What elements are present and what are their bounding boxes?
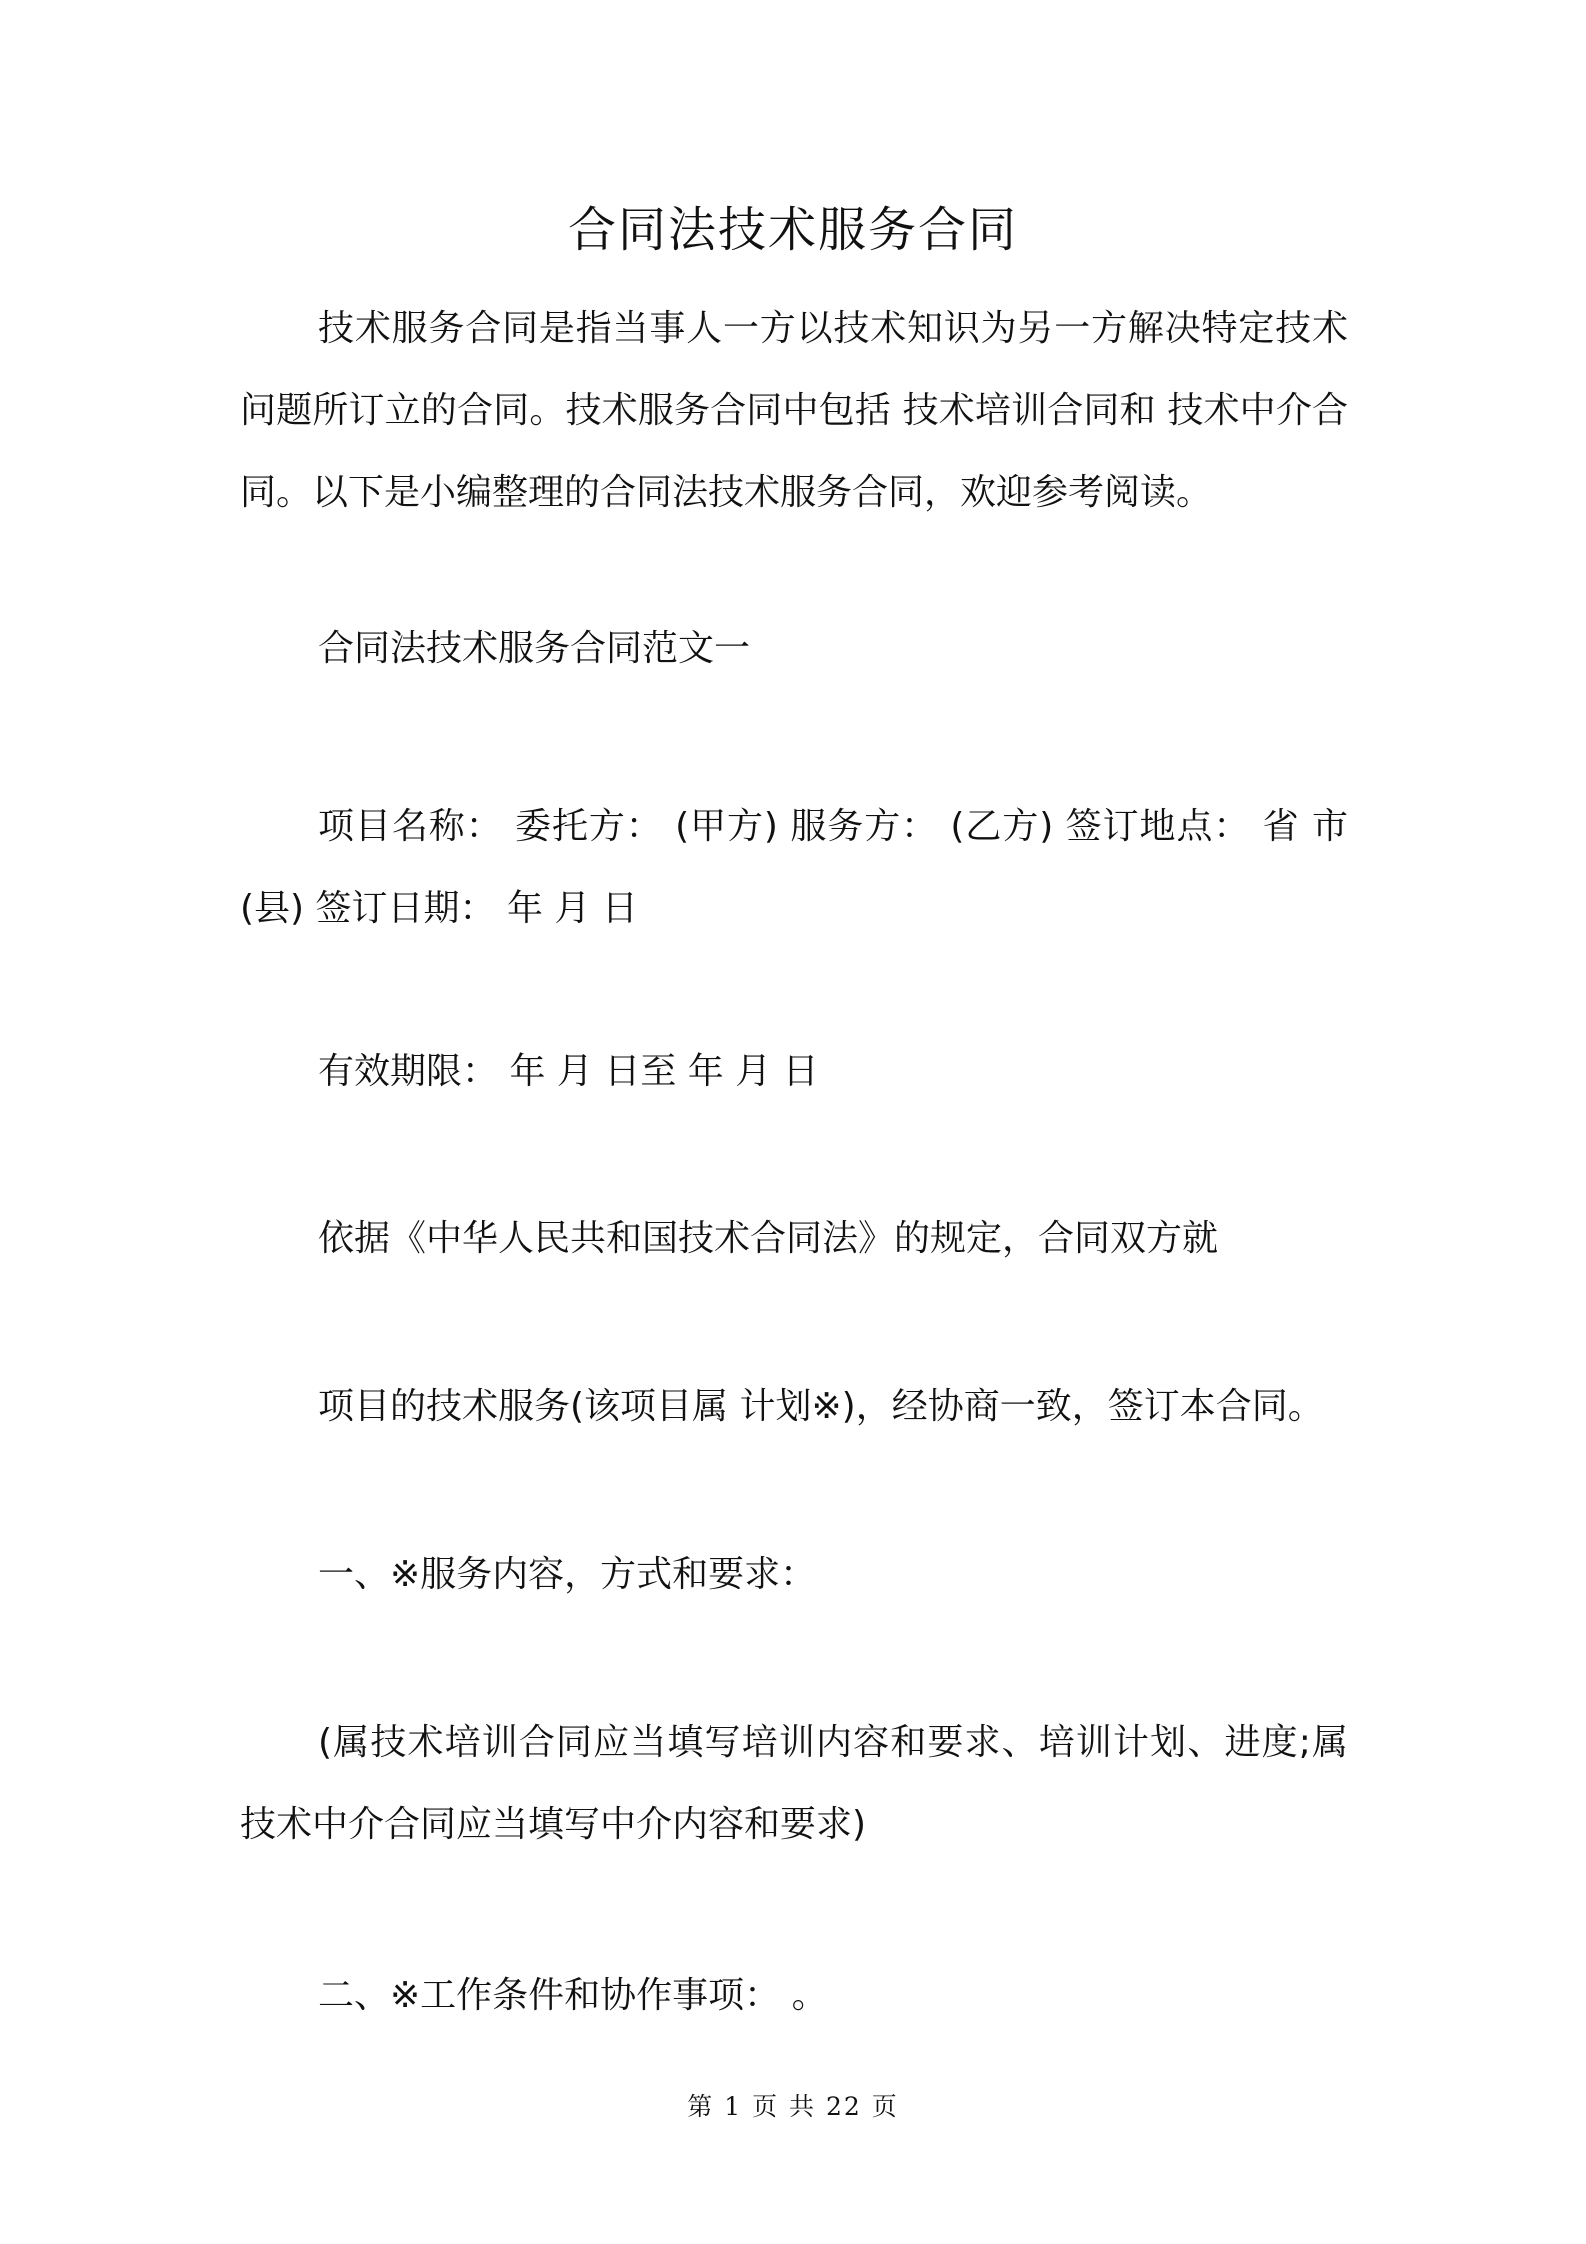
section-one-note: (属技术培训合同应当填写培训内容和要求、培训计划、进度;属技术中介合同应当填写中介内容和要求): [240, 1722, 1348, 1845]
basis-paragraph: 依据《中华人民共和国技术合同法》的规定，合同双方就: [318, 1218, 1219, 1259]
document-title: 合同法技术服务合同: [567, 202, 1018, 258]
page-footer: 第 1 页 共 22 页: [687, 2092, 899, 2121]
validity-paragraph: 有效期限： 年 月 日至 年 月 日: [318, 1051, 819, 1092]
section-two-heading: 二、※工作条件和协作事项： 。: [318, 1975, 828, 2016]
intro-paragraph: 技术服务合同是指当事人一方以技术知识为另一方解决特定技术问题所订立的合同。技术服务合同中包括 技术培训合同和 技术中介合同。以下是小编整理的合同法技术服务合同，欢迎参考阅读。: [240, 308, 1348, 513]
agreement-paragraph: 项目的技术服务(该项目属 计划※)，经协商一致，签订本合同。: [318, 1386, 1324, 1427]
sample-heading: 合同法技术服务合同范文一: [318, 628, 751, 669]
section-one-heading: 一、※服务内容，方式和要求：: [318, 1554, 817, 1595]
project-info-paragraph: 项目名称： 委托方： (甲方) 服务方： (乙方) 签订地点： 省 市 (县) 签订日期： 年 月 日: [240, 806, 1348, 929]
